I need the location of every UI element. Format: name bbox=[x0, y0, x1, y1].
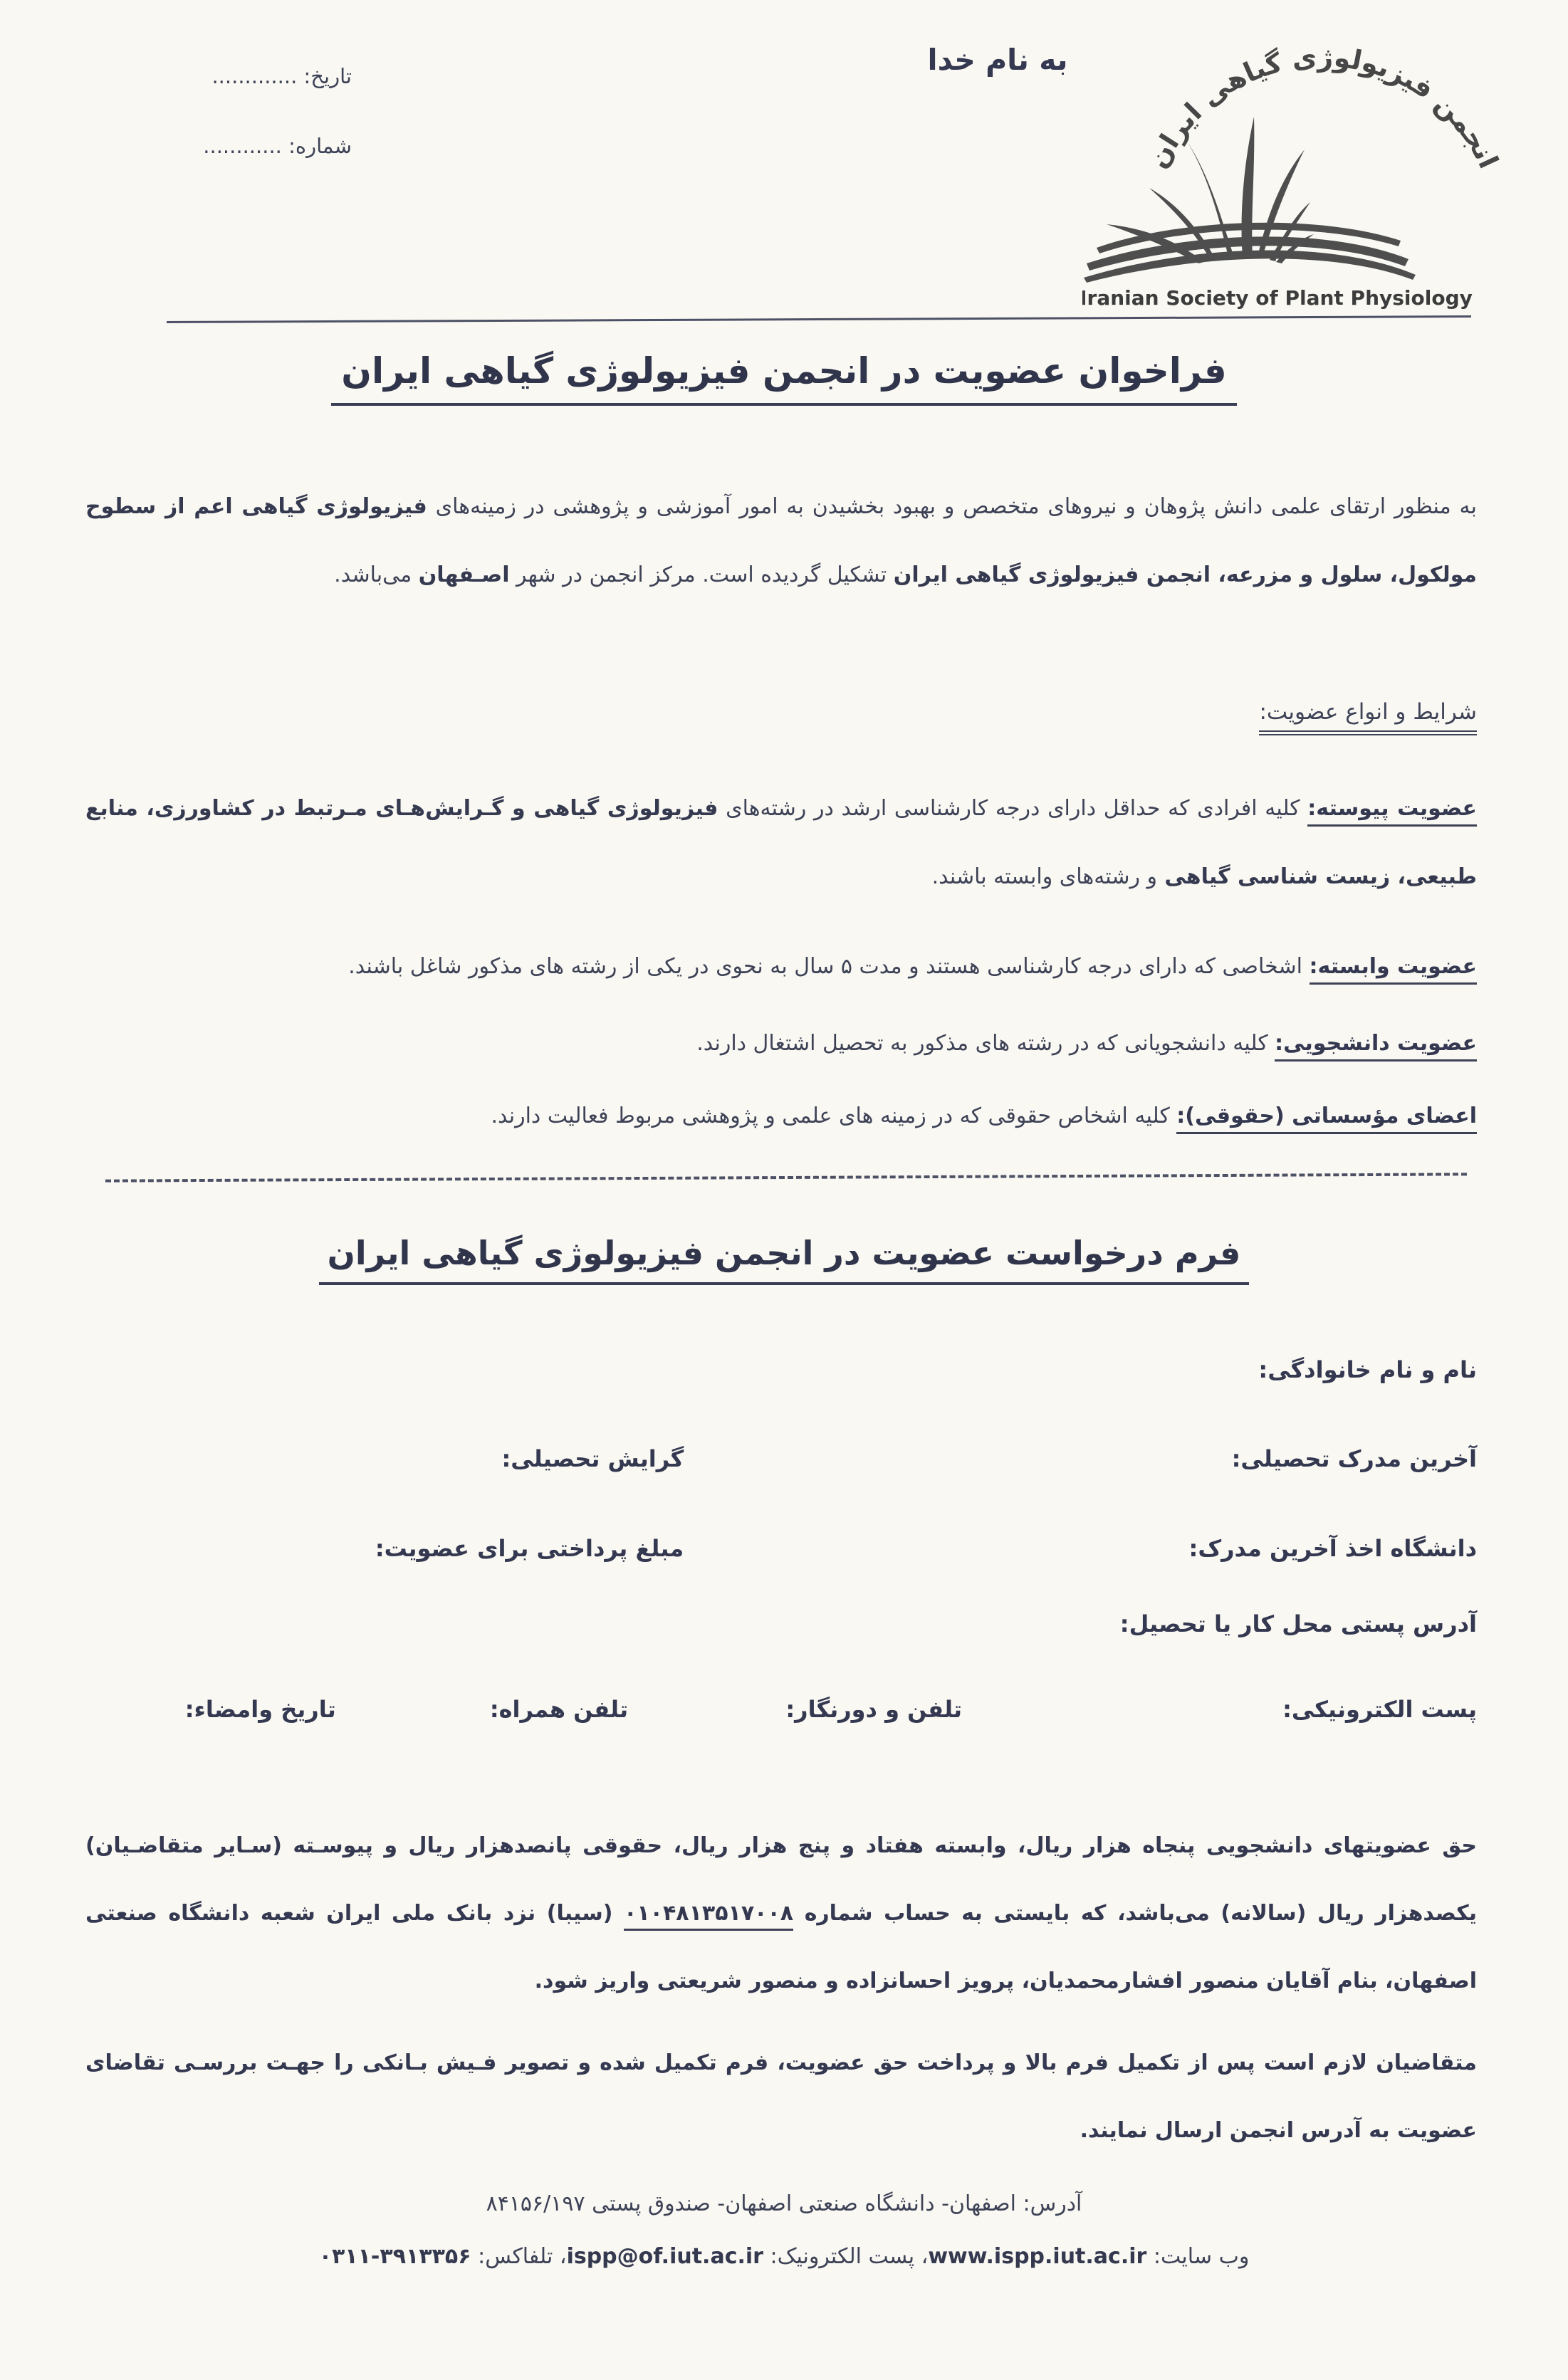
payment-amount-field-label: مبلغ پرداختی برای عضویت: bbox=[375, 1535, 684, 1562]
fees-paragraph bbox=[85, 1812, 1477, 2015]
intro-text-3: می‌باشد. bbox=[334, 562, 419, 587]
full-name-field-label: نام و نام خانوادگی: bbox=[1258, 1356, 1477, 1383]
intro-text-2: تشکیل گردیده است. مرکز انجمن در شهر bbox=[509, 562, 894, 587]
membership-item-label: عضویت وابسته: bbox=[1310, 954, 1478, 985]
logo-arc-text: انجمن فیزیولوژی گیاهی ایران bbox=[1141, 41, 1505, 174]
membership-item-text-2: و رشته‌های وابسته باشند. bbox=[931, 864, 1157, 889]
page-title: فراخوان عضویت در انجمن فیزیولوژی گیاهی ایران bbox=[331, 350, 1236, 406]
membership-item-bold-text: فیزیولوژی گیاهی و گـرایش‌هـای مـرتبط در کشاورزی، منابع طبیعی، زیست شناسی گیاهی bbox=[85, 796, 1477, 889]
email-address: ispp@of.iut.ac.ir bbox=[566, 2244, 763, 2269]
membership-item-text: کلیه افرادی که حداقل دارای درجه کارشناسی ارشد در رشته‌های bbox=[718, 796, 1308, 821]
intro-bold-2: اصـفهان bbox=[418, 562, 510, 587]
website-label: وب سایت: bbox=[1146, 2244, 1250, 2269]
last-degree-field-label: آخرین مدرک تحصیلی: bbox=[1231, 1445, 1477, 1472]
call-title-wrap bbox=[0, 350, 1568, 406]
telefax-number: ۰۳۱۱-۳۹۱۳۳۵۶ bbox=[318, 2244, 471, 2269]
form-row-contact bbox=[85, 1696, 1477, 1723]
membership-item-text: اشخاصی که دارای درجه کارشناسی هستند و مدت ۵ سال به نحوی در یکی از رشته های مذکور شاغل باشند. bbox=[348, 954, 1310, 979]
bank-account-number: ۰۱۰۴۸۱۳۵۱۷۰۰۸ bbox=[624, 1901, 793, 1931]
membership-item-label: اعضای مؤسساتی (حقوقی): bbox=[1176, 1103, 1477, 1134]
society-logo-graphic bbox=[1082, 11, 1538, 318]
email-field-label: پست الکترونیکی: bbox=[1282, 1696, 1477, 1723]
email-label: ، پست الکترونیک: bbox=[763, 2244, 929, 2269]
membership-item-institutional bbox=[85, 1082, 1477, 1150]
membership-item-label: عضویت پیوسته: bbox=[1307, 796, 1477, 827]
grass-plant-icon bbox=[1084, 117, 1416, 283]
membership-item-associate bbox=[85, 933, 1477, 1001]
membership-item-text: کلیه اشخاص حقوقی که در زمینه های علمی و پژوهشی مربوط فعالیت دارند. bbox=[491, 1103, 1177, 1128]
intro-text-1: به منظور ارتقای علمی دانش پژوهان و نیروهای متخصص و بهبود بخشیدن به امور آموزشی و پژوهشی در زمینه‌های bbox=[427, 494, 1477, 519]
header-divider bbox=[167, 315, 1471, 323]
membership-item-label: عضویت دانشجویی: bbox=[1275, 1031, 1477, 1061]
membership-item-text: کلیه دانشجویانی که در رشته های مذکور به تحصیل اشتغال دارند. bbox=[696, 1031, 1275, 1056]
logo-caption: Iranian Society of Plant Physiology bbox=[1082, 286, 1473, 310]
letterhead-meta bbox=[151, 41, 352, 181]
mobile-field-label: تلفن همراه: bbox=[489, 1696, 629, 1723]
membership-heading-text: شرایط و انواع عضویت: bbox=[1259, 699, 1477, 735]
date-signature-field-label: تاریخ وامضاء: bbox=[184, 1696, 336, 1723]
membership-item-student bbox=[85, 1010, 1477, 1078]
postal-address-field-label: آدرس پستی محل کار یا تحصیل: bbox=[1119, 1610, 1477, 1637]
membership-heading bbox=[1259, 699, 1477, 735]
form-row-university bbox=[85, 1535, 1477, 1562]
footer-address: آدرس: اصفهان- دانشگاه صنعتی اصفهان- صندوق پستی ۸۴۱۵۶/۱۹۷ bbox=[486, 2191, 1082, 2216]
number-field: شماره: ............ bbox=[203, 134, 352, 158]
intro-paragraph bbox=[85, 473, 1477, 609]
membership-item-continuous bbox=[85, 775, 1477, 911]
phone-fax-field-label: تلفن و دورنگار: bbox=[785, 1696, 963, 1723]
intro-bold-1: فیزیولوژی گیاهی اعم از سطوح مولکول، سلول و مزرعه، انجمن فیزیولوژی گیاهی ایران bbox=[85, 494, 1477, 587]
fees-text-1: حق عضویتهای دانشجویی پنجاه هزار ریال، وابسته هفتاد و پنج هزار ریال، حقوقی پانصدهزار ریال و پیوسـته (سـایر متقاضـیان) یکصدهزار ریال (سالانه) می‌باشد، که بایستی به حساب شماره bbox=[85, 1833, 1477, 1926]
major-field-label: گرایش تحصیلی: bbox=[501, 1445, 684, 1472]
date-field: تاریخ: ............. bbox=[211, 64, 352, 88]
form-title: فرم درخواست عضویت در انجمن فیزیولوژی گیاهی ایران bbox=[319, 1234, 1250, 1285]
society-logo bbox=[1082, 11, 1538, 318]
fees-text-2: (سیبا) نزد بانک ملی ایران شعبه دانشگاه صنعتی اصفهان، بنام آقایان منصور افشارمحمدیان، پرویز احسانزاده و منصور شریعتی واریز شود. bbox=[85, 1901, 1477, 1993]
university-field-label: دانشگاه اخذ آخرین مدرک: bbox=[1188, 1535, 1477, 1562]
bismillah-text: به نام خدا bbox=[927, 43, 1068, 77]
form-row-degree bbox=[85, 1445, 1477, 1472]
section-divider-dashed bbox=[105, 1173, 1467, 1182]
submission-note-paragraph: متقاضیان لازم است پس از تکمیل فرم بالا و پرداخت حق عضویت، فرم تکمیل شده و تصویر فـیش بـانکی را جهـت بررسـی تقاضای عضویت به آدرس انجمن ارسال نمایند. bbox=[85, 2050, 1477, 2143]
website-url: www.ispp.iut.ac.ir bbox=[928, 2244, 1147, 2269]
telefax-label: ، تلفاکس: bbox=[471, 2244, 567, 2269]
footer-contacts bbox=[0, 2244, 1568, 2269]
form-title-wrap bbox=[0, 1234, 1568, 1285]
